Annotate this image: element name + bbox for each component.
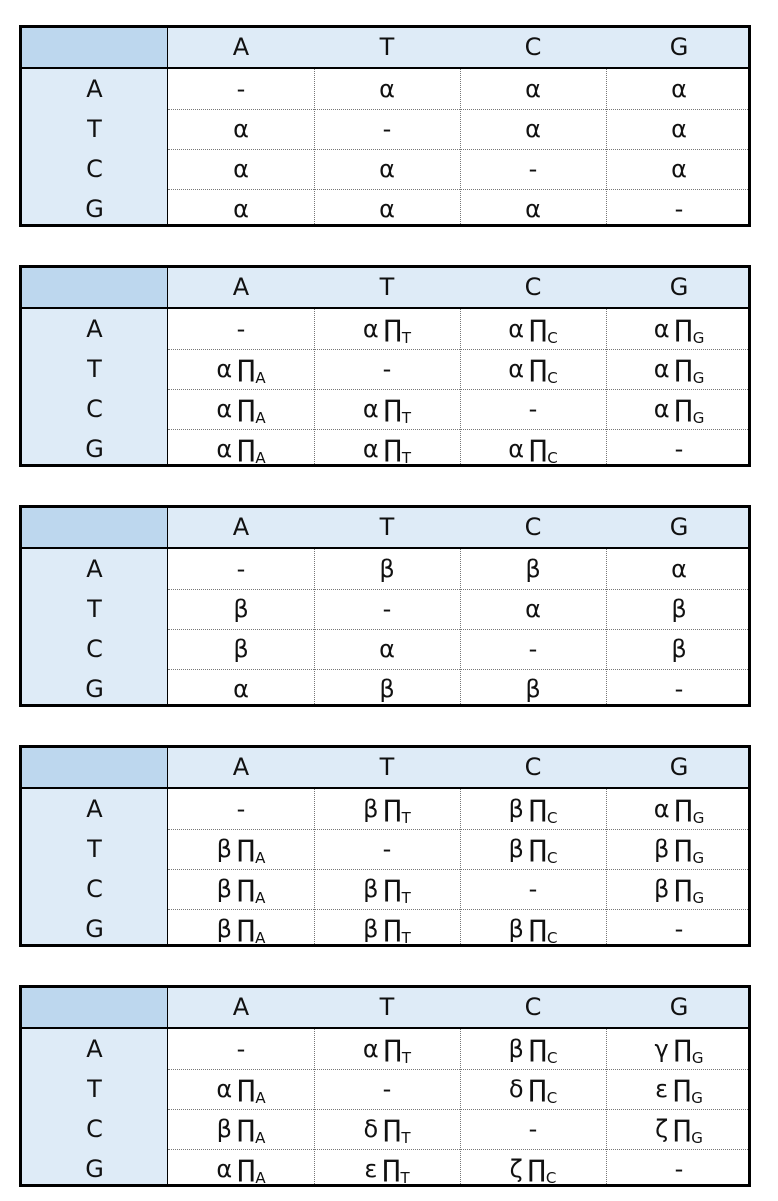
rate-symbol: β <box>508 795 524 823</box>
matrix-cell <box>606 189 752 229</box>
frequency-symbol: ∏ <box>528 1075 547 1103</box>
rate-symbol: β <box>653 835 670 863</box>
frequency-subscript: A <box>255 369 266 387</box>
matrix-cell <box>606 309 752 349</box>
frequency-subscript: G <box>692 329 705 347</box>
matrix-cell <box>168 1069 314 1109</box>
frequency-symbol: ∏ <box>383 1035 402 1063</box>
column-header: C <box>524 33 542 61</box>
frequency-subscript: C <box>547 929 558 947</box>
rate-symbol: - <box>528 155 538 183</box>
corner-cell <box>22 508 168 547</box>
matrix-cell <box>314 549 460 589</box>
corner-cell <box>22 268 168 307</box>
rate-symbol: α <box>653 395 670 423</box>
matrix-cell <box>606 109 752 149</box>
rate-symbol: α <box>233 115 249 143</box>
frequency-subscript: T <box>401 449 412 467</box>
row-header: C <box>86 155 103 183</box>
rate-symbol: β <box>508 835 524 863</box>
row-header: A <box>86 75 103 103</box>
matrix-cell <box>314 309 460 349</box>
frequency-symbol: ∏ <box>382 1155 401 1183</box>
rate-symbol: β <box>379 555 395 583</box>
matrix-cell <box>168 869 314 909</box>
rate-symbol: - <box>382 1075 392 1103</box>
frequency-subscript: C <box>547 849 558 867</box>
matrix-cell <box>460 189 606 229</box>
rate-symbol: α <box>362 435 379 463</box>
rate-symbol: - <box>528 1115 538 1143</box>
matrix-cell <box>460 789 606 829</box>
row-header: G <box>85 675 104 703</box>
corner-cell <box>22 28 168 67</box>
column-header: G <box>669 513 689 541</box>
matrix-cell <box>460 1029 606 1069</box>
frequency-subscript: T <box>400 1169 410 1187</box>
matrix-cell <box>168 909 314 949</box>
rate-symbol: α <box>653 315 670 343</box>
matrix-cell <box>606 869 752 909</box>
rate-symbol: β <box>233 595 249 623</box>
matrix-cell <box>606 1109 752 1149</box>
matrix-cell <box>314 149 460 189</box>
column-header: A <box>232 993 250 1021</box>
column-header: T <box>379 993 395 1021</box>
column-header: G <box>669 993 689 1021</box>
frequency-subscript: A <box>255 409 266 427</box>
rate-symbol: - <box>236 795 246 823</box>
matrix-cell <box>168 189 314 229</box>
rate-symbol: α <box>508 315 525 343</box>
rate-symbol: β <box>216 915 232 943</box>
frequency-symbol: ∏ <box>673 1075 692 1103</box>
frequency-symbol: ∏ <box>383 795 402 823</box>
row-header: G <box>85 195 104 223</box>
matrix-cell <box>314 349 460 389</box>
matrix-cell <box>314 589 460 629</box>
matrix-cell <box>168 429 314 469</box>
column-header: G <box>669 753 689 781</box>
matrix-cell <box>460 109 606 149</box>
rate-symbol: α <box>525 595 541 623</box>
frequency-subscript: T <box>401 929 411 947</box>
matrix-cell <box>606 389 752 429</box>
row-header: T <box>87 115 102 143</box>
frequency-symbol: ∏ <box>674 315 693 343</box>
frequency-symbol: ∏ <box>237 435 256 463</box>
row-header: G <box>85 915 104 943</box>
rate-symbol: α <box>653 795 670 823</box>
matrix-cell <box>168 349 314 389</box>
matrix-cell <box>314 429 460 469</box>
rate-symbol: - <box>674 195 684 223</box>
corner-cell <box>22 748 168 787</box>
rate-symbol: - <box>236 1035 246 1063</box>
frequency-symbol: ∏ <box>674 395 693 423</box>
row-header: A <box>86 795 103 823</box>
frequency-subscript: T <box>401 1049 412 1067</box>
matrix-cell <box>460 669 606 709</box>
matrix-cell <box>314 1069 460 1109</box>
matrix-cell <box>606 69 752 109</box>
row-header: A <box>86 315 103 343</box>
row-header: G <box>85 435 104 463</box>
rate-symbol: - <box>382 595 392 623</box>
row-header: C <box>86 1115 103 1143</box>
corner-cell <box>22 988 168 1027</box>
frequency-symbol: ∏ <box>383 875 402 903</box>
rate-symbol: - <box>236 315 246 343</box>
column-header: C <box>524 993 542 1021</box>
frequency-symbol: ∏ <box>674 355 693 383</box>
matrix-cell <box>314 829 460 869</box>
frequency-subscript: C <box>547 809 558 827</box>
rate-symbol: β <box>508 1035 524 1063</box>
frequency-symbol: ∏ <box>383 315 402 343</box>
matrix-cell <box>606 909 752 949</box>
row-header: T <box>87 1075 102 1103</box>
frequency-subscript: C <box>545 1169 557 1187</box>
matrix-cell <box>606 1149 752 1189</box>
rate-symbol: β <box>525 675 541 703</box>
rate-symbol: α <box>525 115 541 143</box>
rate-symbol: α <box>379 635 395 663</box>
column-header: G <box>669 273 689 301</box>
matrix-cell <box>314 1149 460 1189</box>
rate-symbol: - <box>674 1155 684 1183</box>
column-header: A <box>232 33 250 61</box>
frequency-symbol: ∏ <box>528 1035 547 1063</box>
rate-symbol: - <box>674 675 684 703</box>
frequency-symbol: ∏ <box>237 1075 256 1103</box>
rate-symbol: β <box>379 675 395 703</box>
matrix-cell <box>606 789 752 829</box>
frequency-subscript: T <box>401 409 412 427</box>
frequency-symbol: ∏ <box>236 875 256 903</box>
rate-symbol: β <box>216 875 232 903</box>
rate-symbol: β <box>363 915 379 943</box>
matrix-cell <box>606 1029 752 1069</box>
frequency-subscript: T <box>401 809 411 827</box>
row-header: C <box>86 635 103 663</box>
rate-symbol: - <box>674 435 684 463</box>
column-header: A <box>232 513 250 541</box>
frequency-subscript: G <box>692 409 705 427</box>
matrix-cell <box>314 909 460 949</box>
matrix-cell <box>460 1149 606 1189</box>
matrix-cell <box>460 309 606 349</box>
frequency-subscript: G <box>691 1089 703 1107</box>
frequency-symbol: ∏ <box>674 795 693 823</box>
frequency-subscript: A <box>255 1169 266 1187</box>
rate-symbol: α <box>508 435 525 463</box>
frequency-subscript: G <box>692 369 705 387</box>
matrix-cell <box>460 349 606 389</box>
matrix-cell <box>168 1029 314 1069</box>
rate-symbol: - <box>236 75 246 103</box>
rate-symbol: - <box>382 115 392 143</box>
rate-symbol: α <box>233 155 249 183</box>
rate-symbol: β <box>525 555 541 583</box>
column-header: G <box>669 33 689 61</box>
matrix-table <box>19 505 751 707</box>
matrix-cell <box>460 629 606 669</box>
rate-symbol: α <box>216 1075 233 1103</box>
frequency-subscript: C <box>547 1049 558 1067</box>
matrix-cell <box>606 549 752 589</box>
rate-symbol: β <box>363 795 379 823</box>
column-header: T <box>379 273 395 301</box>
matrix-cell <box>314 629 460 669</box>
rate-symbol: β <box>508 915 524 943</box>
frequency-subscript: G <box>692 809 705 827</box>
frequency-subscript: C <box>547 449 558 467</box>
frequency-symbol: ∏ <box>237 1155 256 1183</box>
rate-symbol: β <box>653 875 670 903</box>
rate-symbol: - <box>528 635 538 663</box>
matrix-cell <box>314 1029 460 1069</box>
matrix-cell <box>460 149 606 189</box>
matrix-cell <box>460 909 606 949</box>
rate-symbol: - <box>674 915 684 943</box>
frequency-subscript: C <box>547 369 558 387</box>
column-header: T <box>379 33 395 61</box>
matrix-cell <box>168 389 314 429</box>
rate-symbol: α <box>362 395 379 423</box>
frequency-subscript: A <box>255 889 266 907</box>
rate-symbol: ζ <box>655 1115 669 1143</box>
rate-symbol: α <box>233 195 249 223</box>
matrix-cell <box>606 629 752 669</box>
column-header: A <box>232 753 250 781</box>
frequency-subscript: G <box>692 889 705 907</box>
matrix-cell <box>314 1109 460 1149</box>
row-header: C <box>86 875 103 903</box>
matrix-cell <box>168 829 314 869</box>
frequency-symbol: ∏ <box>236 1115 256 1143</box>
rate-symbol: α <box>671 155 687 183</box>
matrix-cell <box>168 69 314 109</box>
matrix-cell <box>460 429 606 469</box>
frequency-symbol: ∏ <box>237 395 256 423</box>
matrix-cell <box>606 589 752 629</box>
matrix-cell <box>606 349 752 389</box>
rate-symbol: α <box>216 355 233 383</box>
matrix-cell <box>606 429 752 469</box>
matrix-cell <box>460 69 606 109</box>
matrix-cell <box>168 149 314 189</box>
rate-symbol: - <box>382 355 392 383</box>
frequency-subscript: T <box>401 329 412 347</box>
frequency-symbol: ∏ <box>236 915 256 943</box>
rate-symbol: α <box>379 75 395 103</box>
rate-symbol: ζ <box>509 1155 523 1183</box>
rate-symbol: β <box>216 835 232 863</box>
column-header: T <box>379 753 395 781</box>
frequency-symbol: ∏ <box>383 1115 402 1143</box>
rate-symbol: α <box>671 75 687 103</box>
matrix-cell <box>460 389 606 429</box>
frequency-subscript: C <box>547 329 558 347</box>
matrix-cell <box>314 69 460 109</box>
rate-symbol: α <box>216 435 233 463</box>
matrix-cell <box>314 189 460 229</box>
rate-symbol: α <box>362 1035 379 1063</box>
rate-symbol: α <box>671 115 687 143</box>
matrix-cell <box>606 1069 752 1109</box>
frequency-subscript: G <box>691 1049 704 1067</box>
rate-symbol: β <box>216 1115 232 1143</box>
rate-symbol: γ <box>654 1035 669 1063</box>
rate-symbol: β <box>233 635 249 663</box>
rate-symbol: α <box>216 395 233 423</box>
frequency-symbol: ∏ <box>383 435 402 463</box>
matrix-cell <box>168 1149 314 1189</box>
matrix-cell <box>314 869 460 909</box>
rate-symbol: α <box>216 1155 233 1183</box>
frequency-symbol: ∏ <box>528 835 547 863</box>
rate-symbol: β <box>671 595 687 623</box>
matrix-table <box>19 25 751 227</box>
matrix-cell <box>460 589 606 629</box>
rate-symbol: α <box>379 155 395 183</box>
frequency-subscript: A <box>255 929 266 947</box>
matrix-cell <box>460 1109 606 1149</box>
row-header: C <box>86 395 103 423</box>
rate-symbol: α <box>508 355 525 383</box>
frequency-symbol: ∏ <box>674 835 693 863</box>
matrix-table <box>19 985 751 1187</box>
row-header: A <box>86 1035 103 1063</box>
matrix-cell <box>168 789 314 829</box>
frequency-subscript: A <box>255 1089 266 1107</box>
matrix-cell <box>460 1069 606 1109</box>
frequency-symbol: ∏ <box>236 835 256 863</box>
matrix-cell <box>606 149 752 189</box>
matrix-cell <box>314 789 460 829</box>
matrix-table <box>19 745 751 947</box>
frequency-subscript: A <box>255 1129 266 1147</box>
rate-symbol: α <box>653 355 670 383</box>
row-header: T <box>87 835 102 863</box>
matrix-table <box>19 265 751 467</box>
column-header: C <box>524 513 542 541</box>
rate-symbol: ε <box>364 1155 378 1183</box>
matrix-cell <box>168 589 314 629</box>
matrix-cell <box>606 669 752 709</box>
frequency-subscript: A <box>255 449 266 467</box>
matrix-cell <box>460 829 606 869</box>
rate-symbol: - <box>236 555 246 583</box>
matrix-cell <box>314 389 460 429</box>
rate-symbol: α <box>233 675 249 703</box>
frequency-symbol: ∏ <box>383 915 402 943</box>
frequency-symbol: ∏ <box>528 915 547 943</box>
rate-symbol: - <box>382 835 392 863</box>
matrix-cell <box>460 869 606 909</box>
frequency-symbol: ∏ <box>529 355 548 383</box>
matrix-cell <box>606 829 752 869</box>
matrix-cell <box>168 109 314 149</box>
matrix-cell <box>314 109 460 149</box>
column-header: C <box>524 273 542 301</box>
matrix-cell <box>168 309 314 349</box>
column-header: C <box>524 753 542 781</box>
frequency-symbol: ∏ <box>527 1155 546 1183</box>
rate-symbol: ε <box>655 1075 669 1103</box>
rate-symbol: δ <box>508 1075 524 1103</box>
frequency-symbol: ∏ <box>529 315 548 343</box>
rate-symbol: α <box>525 75 541 103</box>
frequency-symbol: ∏ <box>383 395 402 423</box>
rate-symbol: δ <box>363 1115 379 1143</box>
rate-symbol: - <box>528 875 538 903</box>
frequency-symbol: ∏ <box>673 1115 692 1143</box>
frequency-subscript: T <box>401 889 411 907</box>
matrix-cell <box>168 669 314 709</box>
rate-symbol: α <box>362 315 379 343</box>
rate-symbol: β <box>671 635 687 663</box>
column-header: T <box>379 513 395 541</box>
rate-symbol: β <box>363 875 379 903</box>
rate-symbol: α <box>525 195 541 223</box>
frequency-subscript: G <box>691 1129 703 1147</box>
frequency-symbol: ∏ <box>673 1035 692 1063</box>
matrix-cell <box>168 549 314 589</box>
frequency-symbol: ∏ <box>528 795 547 823</box>
frequency-symbol: ∏ <box>237 355 256 383</box>
rate-symbol: α <box>379 195 395 223</box>
matrix-cell <box>460 549 606 589</box>
frequency-subscript: G <box>692 849 705 867</box>
frequency-subscript: T <box>401 1129 411 1147</box>
matrix-cell <box>314 669 460 709</box>
rate-symbol: α <box>671 555 687 583</box>
matrix-cell <box>168 629 314 669</box>
row-header: T <box>87 355 102 383</box>
frequency-subscript: A <box>255 849 266 867</box>
row-header: A <box>86 555 103 583</box>
rate-symbol: - <box>528 395 538 423</box>
row-header: T <box>87 595 102 623</box>
frequency-symbol: ∏ <box>529 435 548 463</box>
row-header: G <box>85 1155 104 1183</box>
column-header: A <box>232 273 250 301</box>
frequency-symbol: ∏ <box>674 875 693 903</box>
matrix-cell <box>168 1109 314 1149</box>
frequency-subscript: C <box>546 1089 558 1107</box>
